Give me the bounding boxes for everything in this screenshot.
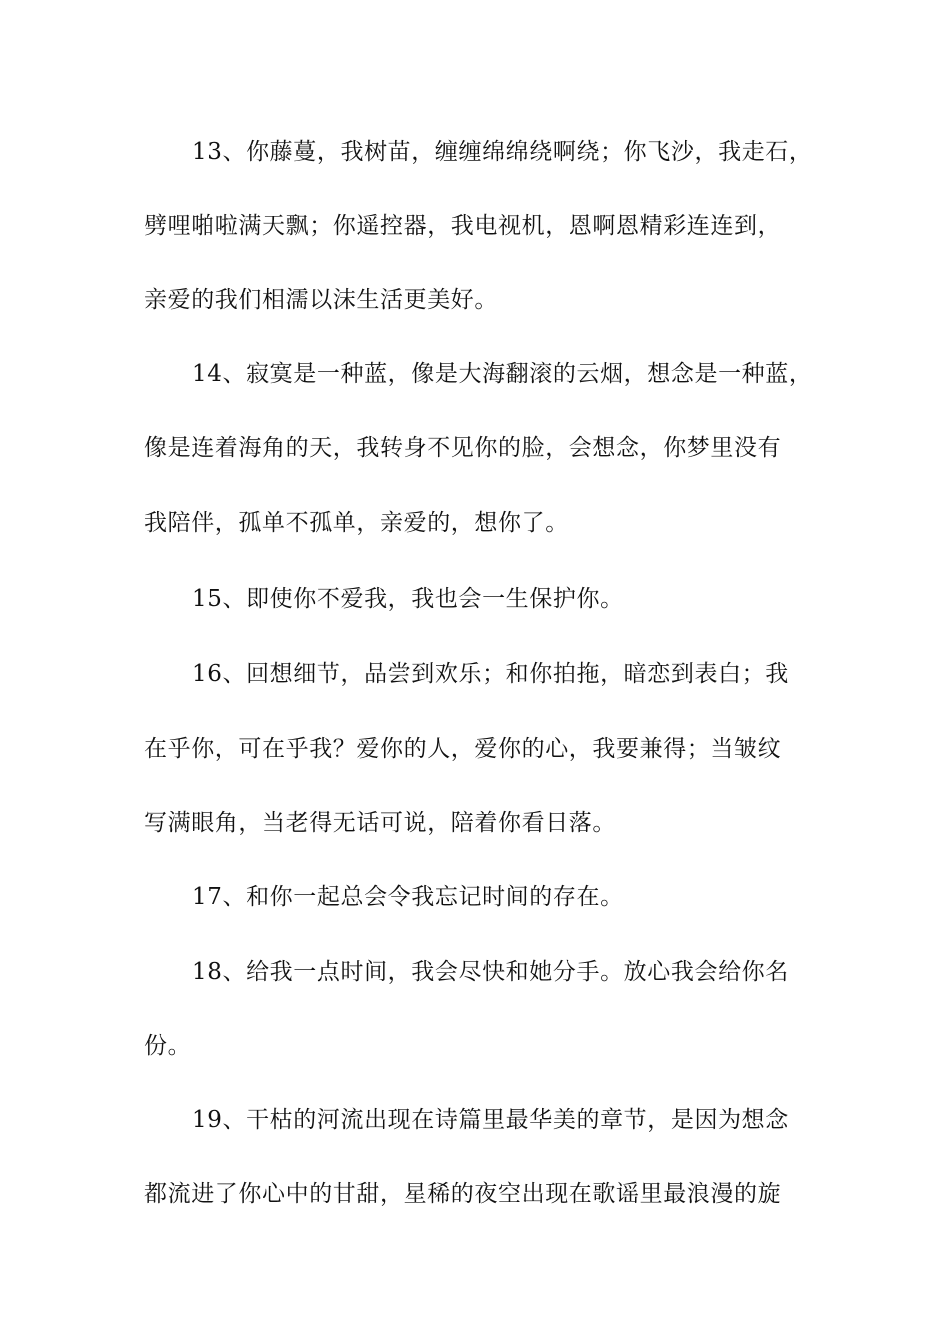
item-16-line-2: 在乎你，可在乎我？爱你的人，爱你的心，我要兼得；当皱纹 <box>144 736 782 762</box>
item-13-line-3: 亲爱的我们相濡以沫生活更美好。 <box>144 287 498 313</box>
item-13-line-2: 劈哩啪啦满天飘；你遥控器，我电视机，恩啊恩精彩连连到， <box>144 213 782 239</box>
item-16-line-3: 写满眼角，当老得无话可说，陪着你看日落。 <box>144 810 616 836</box>
item-18-line-2: 份。 <box>144 1033 192 1059</box>
item-17-line-1: 17、和你一起总会令我忘记时间的存在。 <box>192 884 624 910</box>
item-19-line-1: 19、干枯的河流出现在诗篇里最华美的章节，是因为想念 <box>192 1107 789 1133</box>
item-14-line-3: 我陪伴，孤单不孤单，亲爱的，想你了。 <box>144 510 569 536</box>
item-14-line-1: 14、寂寞是一种蓝，像是大海翻滚的云烟，想念是一种蓝， <box>192 361 813 387</box>
item-18-line-1: 18、给我一点时间，我会尽快和她分手。放心我会给你名 <box>192 959 789 985</box>
item-15-line-1: 15、即使你不爱我，我也会一生保护你。 <box>192 586 624 612</box>
item-16-line-1: 16、回想细节，品尝到欢乐；和你拍拖，暗恋到表白；我 <box>192 661 789 687</box>
item-13-line-1: 13、你藤蔓，我树苗，缠缠绵绵绕啊绕；你飞沙，我走石， <box>192 139 813 165</box>
item-14-line-2: 像是连着海角的天，我转身不见你的脸，会想念，你梦里没有 <box>144 435 782 461</box>
item-19-line-2: 都流进了你心中的甘甜，星稀的夜空出现在歌谣里最浪漫的旋 <box>144 1181 782 1207</box>
